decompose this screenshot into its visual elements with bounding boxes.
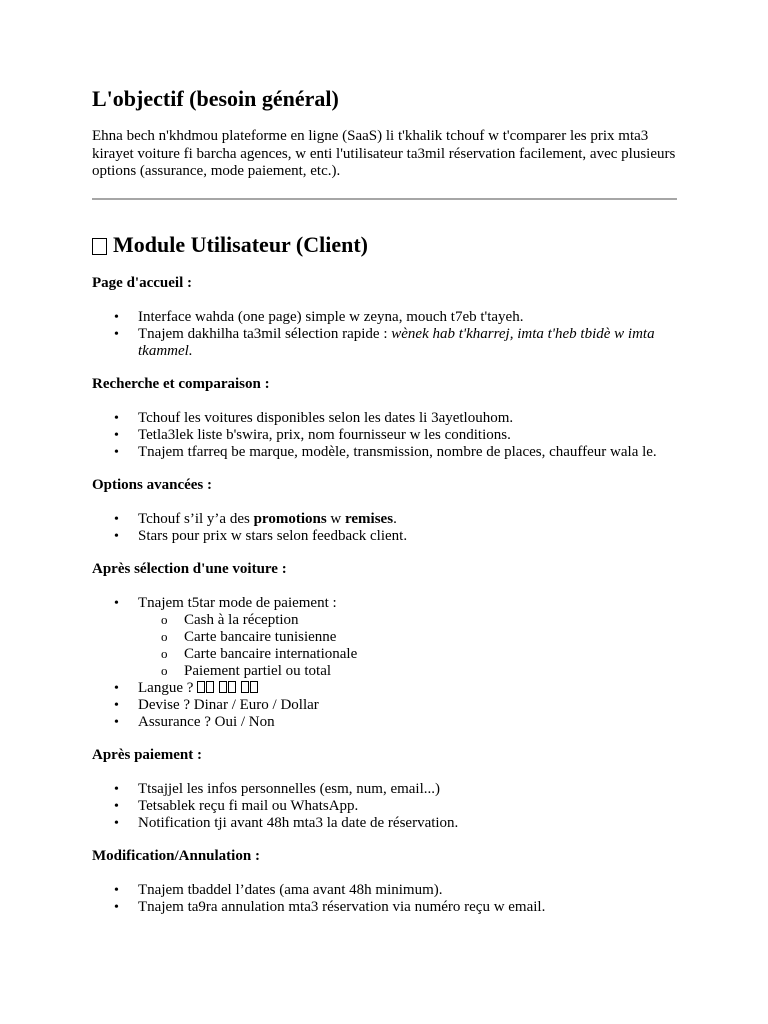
subsection-label-accueil: Page d'accueil : [92,274,192,291]
list-item: • Stars pour prix w stars selon feedback client. [92,528,677,545]
missing-glyph-icon [241,680,259,696]
list-item: • Tetla3lek liste b'swira, prix, nom fournisseur w les conditions. [92,427,677,444]
subsection-label-options: Options avancées : [92,476,212,493]
bold-text: promotions [253,510,327,527]
subsection-label-recherche: Recherche et comparaison : [92,375,270,392]
document-page [92,84,677,932]
intro-paragraph: Ehna bech n'khdmou plateforme en ligne (SaaS) li t'khalik tchouf w t'comparer les prix mta3 kirayet voiture fi barcha agences, w enti l'utilisateur ta3mil réservation facilement, avec plusieurs options (assurance, mode paiement, etc.). [92,128,676,179]
horizontal-divider [92,198,677,200]
bold-text: remises [345,510,394,527]
subsection-label-paiement: Après paiement : [92,746,202,763]
list-item: • Tchouf s’il y’a des promotions w remises. [92,511,677,528]
list-item: • Interface wahda (one page) simple w zeyna, mouch t7eb t'tayeh. [92,309,677,326]
bullet-list-options [92,511,677,545]
section-title-objectif: L'objectif (besoin général) [92,86,339,111]
list-item: • Tnajem tbaddel l’dates (ama avant 48h minimum). [92,882,677,899]
sub-list-item: o Paiement partiel ou total [138,663,677,680]
sub-list-item: o Carte bancaire tunisienne [138,629,677,646]
sub-list-paiement [138,612,677,680]
missing-glyph-icon [219,680,237,696]
list-item: • Tchouf les voitures disponibles selon les dates li 3ayetlouhom. [92,410,677,427]
bullet-list-accueil [92,309,677,360]
subsection-label-modification: Modification/Annulation : [92,847,260,864]
missing-glyph-icon [92,238,107,255]
bullet-list-paiement [92,781,677,832]
list-item: • Tnajem ta9ra annulation mta3 réservation via numéro reçu w email. [92,899,677,916]
missing-glyph-icon [197,680,215,696]
list-item: • Tnajem t5tar mode de paiement : o Cash à la réception o Carte bancaire tunisienne o Carte bancaire internationale o Paiement partiel ou total [92,595,677,680]
list-item: • Assurance ? Oui / Non [92,714,677,731]
section-title-text: Module Utilisateur (Client) [113,231,369,257]
sub-list-item: o Cash à la réception [138,612,677,629]
bullet-list-modification [92,882,677,916]
sub-list-item: o Carte bancaire internationale [138,646,677,663]
section-title-module-utilisateur [92,230,677,260]
list-item: • Langue ? [92,680,677,697]
list-item: • Tnajem tfarreq be marque, modèle, transmission, nombre de places, chauffeur wala le. [92,444,677,461]
list-item: • Tnajem dakhilha ta3mil sélection rapide : wènek hab t'kharrej, imta t'heb tbidè w imta tkammel. [92,326,677,360]
bullet-list-recherche [92,410,677,461]
bullet-list-selection [92,595,677,731]
list-item: • Ttsajjel les infos personnelles (esm, num, email...) [92,781,677,798]
italic-text: wènek hab t'kharrej, imta t'heb tbidè w imta tkammel. [138,325,655,359]
list-item: • Devise ? Dinar / Euro / Dollar [92,697,677,714]
subsection-label-selection: Après sélection d'une voiture : [92,560,287,577]
list-item: • Tetsablek reçu fi mail ou WhatsApp. [92,798,677,815]
list-item: • Notification tji avant 48h mta3 la date de réservation. [92,815,677,832]
